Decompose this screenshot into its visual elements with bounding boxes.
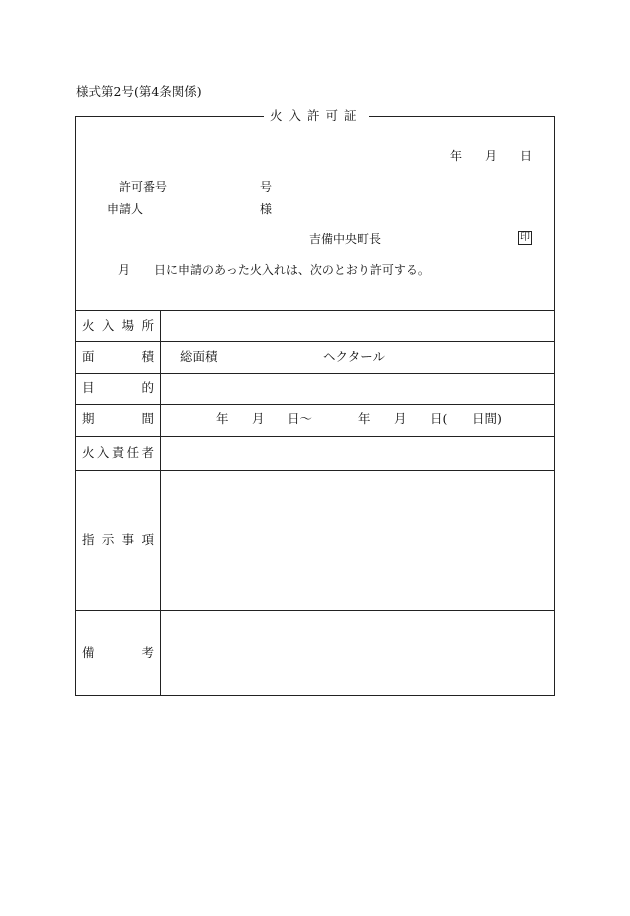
permit-number-label: 許可番号 (119, 180, 168, 194)
area-unit: ヘクタール (323, 349, 386, 364)
row-label-location: 火入場所 (82, 318, 154, 333)
period-end-day: 日( (430, 411, 448, 426)
row-divider (75, 610, 555, 611)
period-days: 日間) (472, 411, 502, 426)
row-divider (75, 470, 555, 471)
applicant-label: 申請人 (107, 202, 144, 216)
issuer-name: 吉備中央町長 (309, 232, 382, 246)
row-label-instructions: 指示事項 (82, 532, 154, 547)
permit-number-suffix: 号 (260, 180, 273, 194)
date-day: 日 (520, 149, 533, 163)
row-divider (75, 341, 555, 342)
period-start-day: 日〜 (287, 411, 313, 426)
row-divider (75, 373, 555, 374)
seal-mark: 印 (520, 232, 530, 243)
permit-form-frame (75, 116, 555, 696)
area-total-label: 総面積 (180, 349, 218, 364)
statement-month: 月 (118, 263, 131, 277)
row-divider (75, 404, 555, 405)
form-reference: 様式第2号(第4条関係) (76, 84, 202, 99)
applicant-suffix: 様 (260, 202, 273, 216)
row-label-area: 面積 (82, 349, 154, 364)
date-year: 年 (450, 149, 463, 163)
row-divider (75, 436, 555, 437)
period-start-year: 年 (216, 411, 229, 426)
period-end-month: 月 (394, 411, 407, 426)
row-label-period: 期間 (82, 411, 154, 426)
row-label-purpose: 目的 (82, 380, 154, 395)
period-end-year: 年 (358, 411, 371, 426)
row-label-remarks: 備考 (82, 645, 154, 660)
label-column-divider (160, 310, 161, 696)
statement-text: 日に申請のあった火入れは、次のとおり許可する。 (154, 263, 430, 277)
date-month: 月 (485, 149, 498, 163)
row-divider (75, 310, 555, 311)
row-label-supervisor: 火入責任者 (82, 445, 154, 460)
form-title: 火入許可証 (264, 110, 369, 123)
period-start-month: 月 (252, 411, 265, 426)
